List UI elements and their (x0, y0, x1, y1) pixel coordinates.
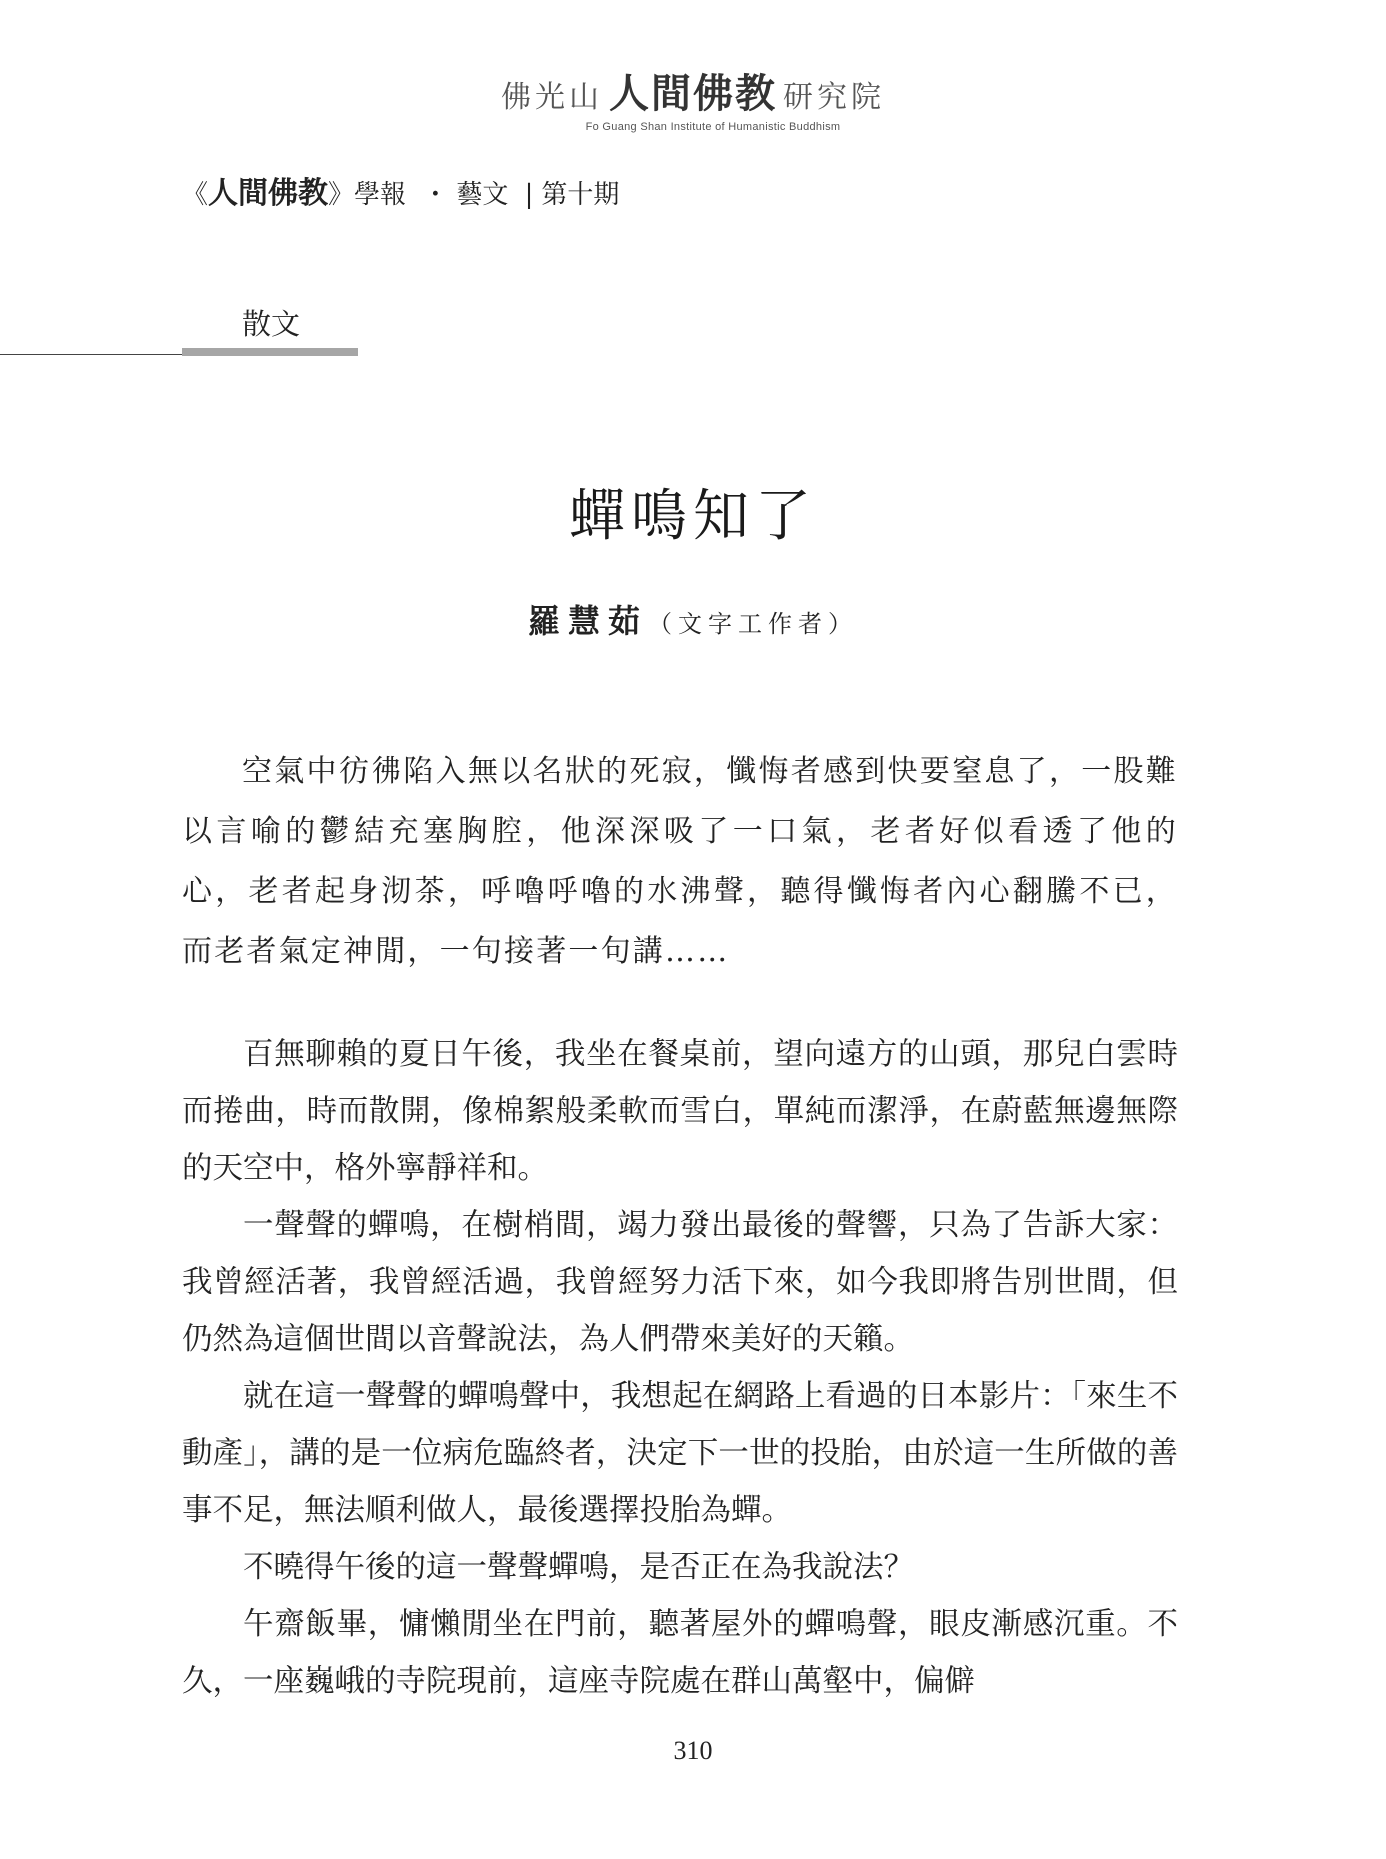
journal-calligraphy: 人間佛教 (208, 176, 329, 211)
institute-name (0, 62, 1386, 119)
journal-dot: ・ (422, 180, 449, 210)
page-number: 310 (673, 1736, 713, 1765)
section-label: 散文 (242, 307, 301, 341)
journal-close-bracket: 》 (328, 180, 355, 210)
journal-issue: 第十期 (541, 180, 620, 210)
body-paragraph: 不曉得午後的這一聲聲蟬鳴，是否正在為我說法？ (243, 1550, 914, 1585)
author-line (0, 596, 1386, 642)
article-title: 蟬鳴知了 (569, 484, 817, 549)
journal-running-head (182, 168, 619, 212)
institute-calligraphy-logo: 人間佛教 (609, 70, 777, 117)
institute-prefix: 佛光山 (501, 80, 603, 115)
article-preface: 空氣中彷彿陷入無以名狀的死寂，懺悔者感到快要窒息了，一股難以言喻的鬱結充塞胸腔，他深深吸了一口氣，老者好似看透了他的心，老者起身沏茶，呼嚕呼嚕的水沸聲，聽得懺悔者內心翻騰不已，而老者氣定神閒，一句接著一句講…… (182, 754, 1178, 969)
institute-suffix: 研究院 (783, 80, 885, 115)
section-rule-thick (182, 348, 358, 356)
body-paragraph: 就在這一聲聲的蟬鳴聲中，我想起在網路上看過的日本影片：「來生不動產」，講的是一位病危臨終者，決定下一世的投胎，由於這一生所做的善事不足，無法順利做人，最後選擇投胎為蟬。 (182, 1379, 1178, 1528)
body-paragraph: 一聲聲的蟬鳴，在樹梢間，竭力發出最後的聲響，只為了告訴大家：我曾經活著，我曾經活過，我曾經努力活下來，如今我即將告別世間，但仍然為這個世間以音聲說法，為人們帶來美好的天籟。 (182, 1208, 1178, 1357)
institute-header (0, 62, 1386, 133)
body-paragraph: 午齋飯畢，慵懶閒坐在門前，聽著屋外的蟬鳴聲，眼皮漸感沉重。不久，一座巍峨的寺院現前，這座寺院處在群山萬壑中，偏僻 (182, 1607, 1178, 1699)
article-body (182, 1026, 1178, 1710)
author-name: 羅慧茹 (527, 602, 648, 640)
journal-name: 學報 (354, 180, 407, 210)
author-role: （文字工作者） (648, 610, 858, 638)
journal-separator: | (524, 180, 534, 210)
journal-open-bracket: 《 (182, 180, 209, 210)
journal-section: 藝文 (456, 180, 509, 210)
body-paragraph: 百無聊賴的夏日午後，我坐在餐桌前，望向遠方的山頭，那兒白雲時而捲曲，時而散開，像棉絮般柔軟而雪白，單純而潔淨，在蔚藍無邊無際的天空中，格外寧靜祥和。 (182, 1037, 1178, 1186)
institute-english-name: Fo Guang Shan Institute of Humanistic Buddhism (585, 121, 841, 133)
